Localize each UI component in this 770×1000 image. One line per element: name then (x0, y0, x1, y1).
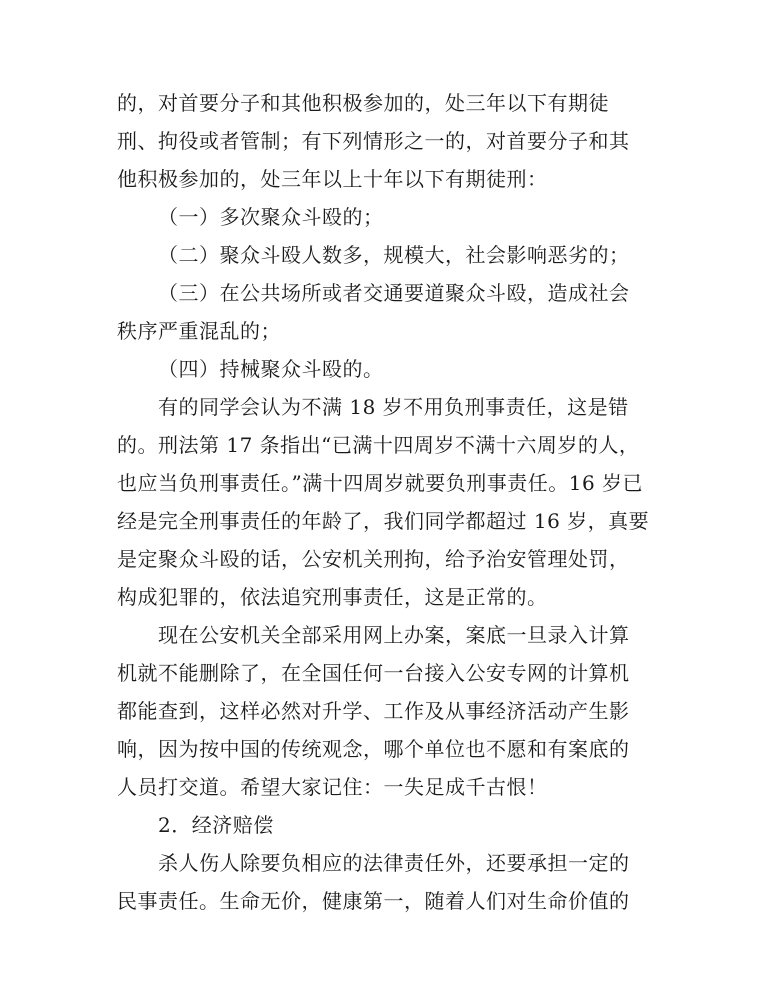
text-line: 人员打交道。希望大家记住：一失足成千古恨！ (117, 775, 548, 799)
text-line: 也应当负刑事责任。”满十四周岁就要负刑事责任。16 岁已 (117, 471, 644, 495)
text-line: 的。刑法第 17 条指出“已满十四周岁不满十六周岁的人， (117, 433, 640, 457)
list-item: （一）多次聚众斗殴的； (158, 205, 384, 229)
section-heading: 2．经济赔偿 (158, 813, 274, 837)
text-line: 秩序严重混乱的； (117, 319, 281, 343)
paragraph-start: 杀人伤人除要负相应的法律责任外，还要承担一定的 (158, 851, 630, 875)
text-line: 响，因为按中国的传统观念，哪个单位也不愿和有案底的 (117, 737, 630, 761)
text-line: 机就不能删除了，在全国任何一台接入公安专网的计算机 (117, 661, 630, 685)
text-line: 是定聚众斗殴的话，公安机关刑拘，给予治安管理处罚， (117, 547, 630, 571)
text-line: 刑、拘役或者管制；有下列情形之一的，对首要分子和其 (117, 129, 630, 153)
list-item: （四）持械聚众斗殴的。 (158, 357, 384, 381)
text-line: 构成犯罪的，依法追究刑事责任，这是正常的。 (117, 585, 548, 609)
text-line: 经是完全刑事责任的年龄了，我们同学都超过 16 岁，真要 (117, 509, 650, 533)
text-line: 民事责任。生命无价，健康第一，随着人们对生命价值的 (117, 889, 630, 913)
text-line: 他积极参加的，处三年以上十年以下有期徒刑： (117, 167, 548, 191)
paragraph-start: 有的同学会认为不满 18 岁不用负刑事责任，这是错 (158, 395, 629, 419)
text-line: 都能查到，这样必然对升学、工作及从事经济活动产生影 (117, 699, 630, 723)
list-item: （三）在公共场所或者交通要道聚众斗殴，造成社会 (158, 281, 630, 305)
text-line: 的，对首要分子和其他积极参加的，处三年以下有期徒 (117, 91, 609, 115)
paragraph-start: 现在公安机关全部采用网上办案，案底一旦录入计算 (158, 623, 630, 647)
list-item: （二）聚众斗殴人数多，规模大，社会影响恶劣的； (158, 243, 630, 267)
